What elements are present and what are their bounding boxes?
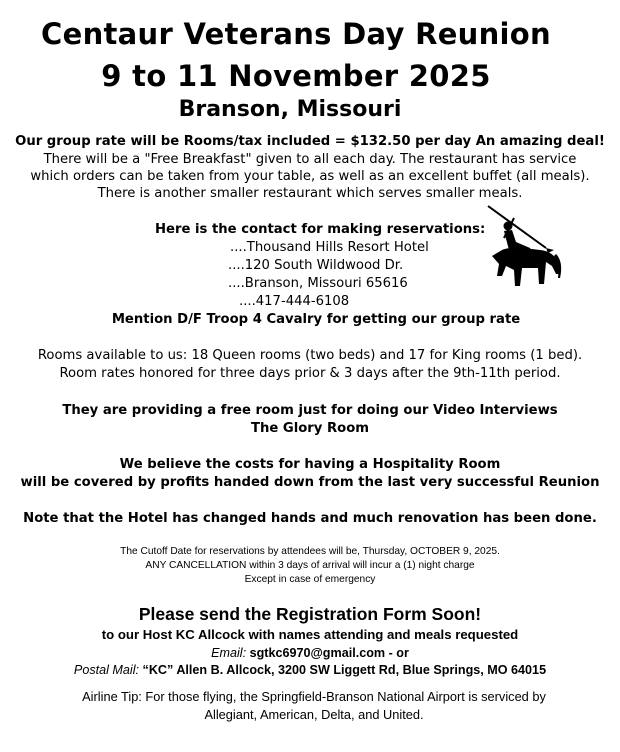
hotel-city: ....Branson, Missouri 65616 bbox=[228, 276, 408, 291]
airline-tip-line-2: Allegiant, American, Delta, and United. bbox=[204, 707, 424, 722]
email-address: sgtkc6970@gmail.com bbox=[249, 646, 386, 660]
title-line-1: Centaur Veterans Day Reunion bbox=[41, 17, 551, 51]
small-restaurant-line: There is another smaller restaurant which serves smaller meals. bbox=[97, 186, 523, 201]
hotel-street: ....120 South Wildwood Dr. bbox=[228, 258, 404, 273]
hotel-phone: ....417-444-6108 bbox=[239, 294, 350, 309]
email-label: Email: bbox=[211, 646, 247, 660]
cutoff-date-line: The Cutoff Date for reservations by attendees will be, Thursday, OCTOBER 9, 2025. bbox=[120, 546, 500, 557]
registration-subheading: to our Host KC Allcock with names attending and meals requested bbox=[101, 627, 519, 642]
email-line bbox=[0, 646, 620, 660]
cancellation-line: ANY CANCELLATION within 3 days of arrival will incur a (1) night charge bbox=[145, 560, 475, 571]
registration-heading: Please send the Registration Form Soon! bbox=[138, 604, 482, 624]
hospitality-line-1: We believe the costs for having a Hospitality Room bbox=[119, 457, 501, 472]
breakfast-line: There will be a "Free Breakfast" given to all each day. The restaurant has service bbox=[43, 152, 577, 167]
glory-room-line: The Glory Room bbox=[250, 421, 370, 436]
centaur-archer-silhouette-icon bbox=[480, 204, 564, 290]
room-rates-line: Room rates honored for three days prior & 3 days after the 9th-11th period. bbox=[59, 366, 561, 381]
emergency-line: Except in case of emergency bbox=[244, 574, 376, 585]
restaurant-line: which orders can be taken from your table, as well as an excellent buffet (all meals). bbox=[30, 169, 590, 184]
hotel-changed-note: Note that the Hotel has changed hands and much renovation has been done. bbox=[23, 511, 597, 526]
title-line-3: Branson, Missouri bbox=[178, 97, 402, 122]
postal-line bbox=[0, 663, 620, 677]
postal-label: Postal Mail: bbox=[73, 663, 140, 677]
group-rate-headline: Our group rate will be Rooms/tax included = $132.50 per day An amazing deal! bbox=[15, 134, 605, 149]
mention-troop-line: Mention D/F Troop 4 Cavalry for getting our group rate bbox=[111, 312, 521, 327]
hospitality-line-2: will be covered by profits handed down from the last very successful Reunion bbox=[20, 475, 600, 490]
email-or: - or bbox=[385, 646, 409, 660]
rooms-available-line: Rooms available to us: 18 Queen rooms (two beds) and 17 for King rooms (1 bed). bbox=[37, 348, 583, 363]
free-room-line: They are providing a free room just for doing our Video Interviews bbox=[62, 403, 558, 418]
contact-heading: Here is the contact for making reservations: bbox=[155, 222, 486, 237]
airline-tip-line-1: Airline Tip: For those flying, the Springfield-Branson National Airport is serviced by bbox=[82, 689, 546, 704]
hotel-name: ....Thousand Hills Resort Hotel bbox=[230, 240, 429, 255]
postal-address: “KC” Allen B. Allcock, 3200 SW Liggett Rd, Blue Springs, MO 64015 bbox=[142, 663, 547, 677]
title-line-2: 9 to 11 November 2025 bbox=[101, 59, 491, 93]
